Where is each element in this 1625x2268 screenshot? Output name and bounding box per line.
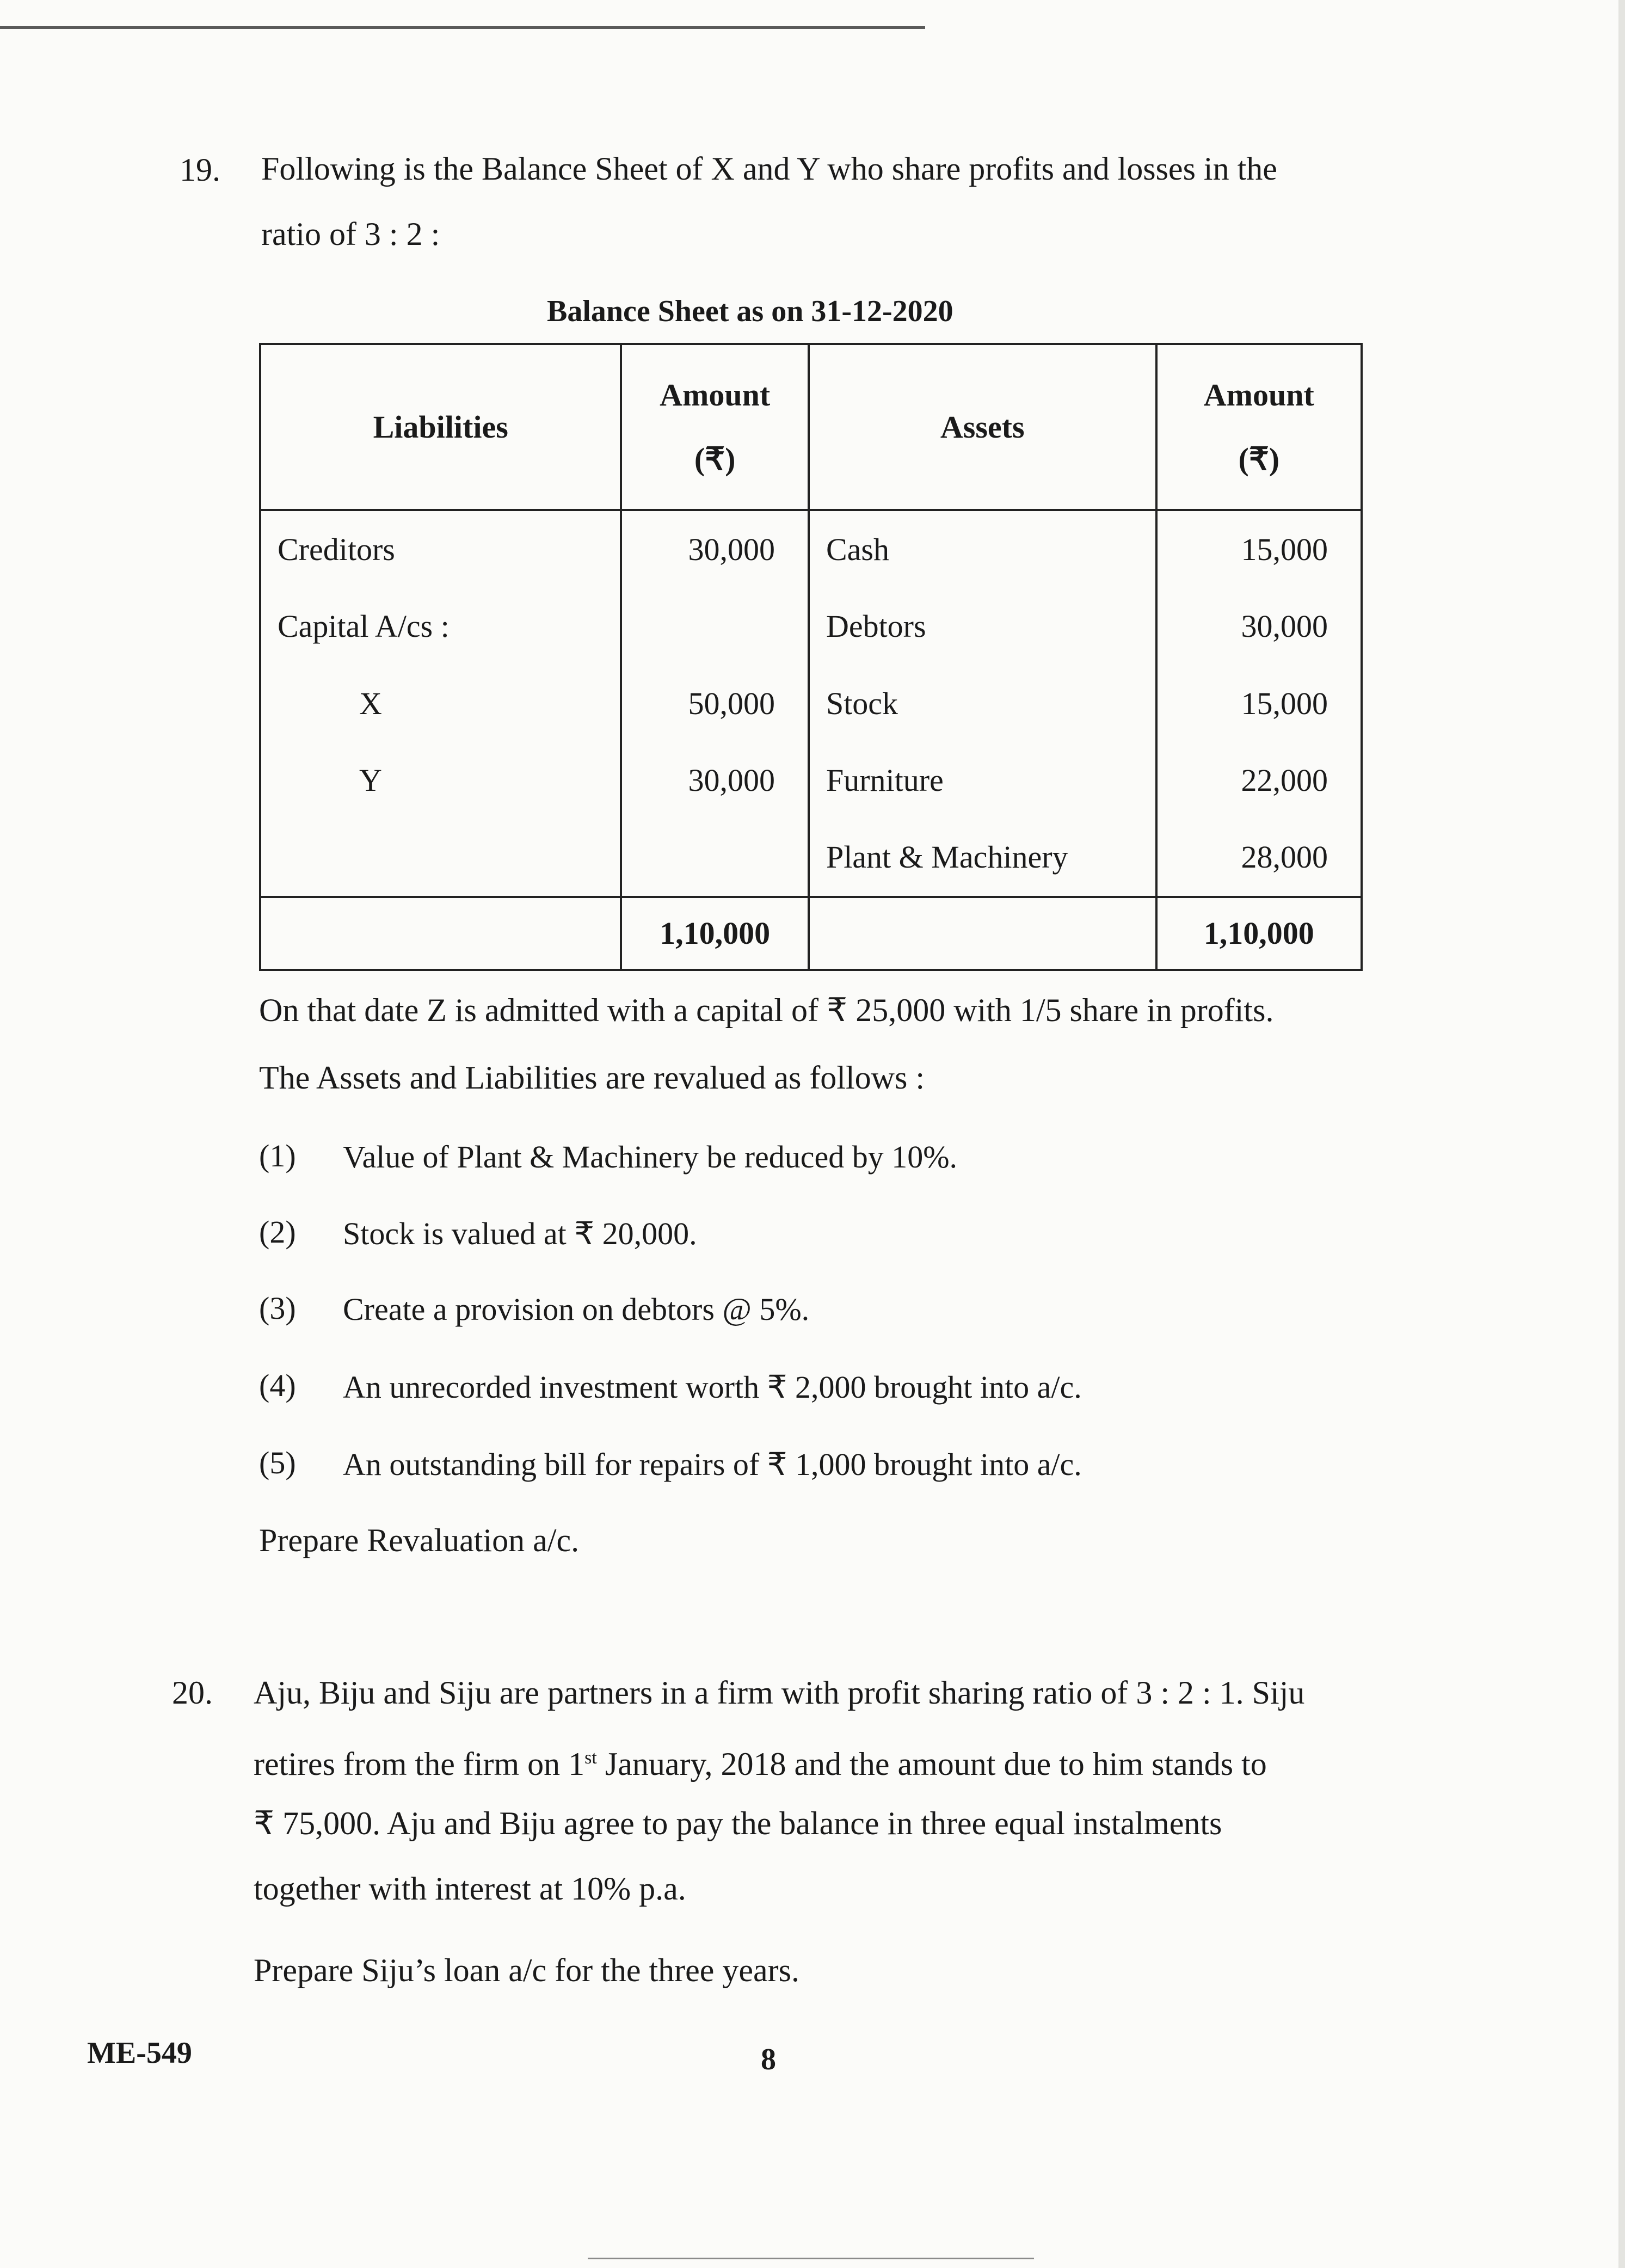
list-item-text: Value of Plant & Machinery be reduced by 10%. [343,1139,958,1175]
asset-amount: 22,000 [1156,742,1362,819]
header-rupee-symbol: (₹) [1238,441,1280,477]
table-row [260,819,1362,896]
liability-label: Y [260,742,621,819]
liability-amount [621,819,809,896]
balance-sheet-title: Balance Sheet as on 31-12-2020 [547,294,953,328]
list-item-text: An unrecorded investment worth ₹ 2,000 brought into a/c. [343,1369,1082,1405]
balance-sheet-table [259,343,1363,971]
list-item-number: (5) [259,1445,296,1480]
header-liabilities-amount [621,344,809,510]
header-assets-amount [1156,344,1362,510]
liability-amount: 50,000 [621,665,809,742]
list-item-text: Create a provision on debtors @ 5%. [343,1292,810,1327]
q20-text-line-4: together with interest at 10% p.a. [254,1871,686,1907]
q19-after-text-1: On that date Z is admitted with a capital of ₹ 25,000 with 1/5 share in profits. [259,992,1274,1028]
liability-amount [621,588,809,665]
table-row [260,665,1362,742]
ordinal-suffix: st [584,1748,597,1768]
total-asset-label-empty [809,897,1156,970]
q19-text-line-1: Following is the Balance Sheet of X and Y who share profits and losses in the [261,151,1277,187]
liability-amount: 30,000 [621,742,809,819]
list-item-number: (4) [259,1368,296,1403]
asset-label: Stock [809,665,1156,742]
table-total-row [260,897,1362,970]
table-row [260,510,1362,588]
liability-label: X [260,665,621,742]
q20-text-line-1: Aju, Biju and Siju are partners in a firm with profit sharing ratio of 3 : 2 : 1. Siju [254,1675,1305,1711]
top-rule [0,26,925,29]
q20-line-2-end: January, 2018 and the amount due to him stands to [596,1746,1267,1782]
paper-code: ME-549 [87,2036,192,2070]
q19-after-text-2: The Assets and Liabilities are revalued as follows : [259,1060,925,1096]
asset-label: Cash [809,510,1156,588]
q19-instruction: Prepare Revaluation a/c. [259,1522,580,1558]
asset-label: Furniture [809,742,1156,819]
header-rupee-symbol: (₹) [694,441,736,477]
table-header-row [260,344,1362,510]
header-amount-label: Amount [660,377,771,413]
page-edge [1618,0,1625,2268]
liability-label: Creditors [260,510,621,588]
table-row [260,588,1362,665]
total-liabilities: 1,10,000 [621,897,809,970]
asset-amount: 30,000 [1156,588,1362,665]
list-item-text: Stock is valued at ₹ 20,000. [343,1216,697,1251]
q20-instruction: Prepare Siju’s loan a/c for the three years. [254,1952,799,1988]
q20-line-2-start: retires from the firm on 1 [254,1746,585,1782]
question-19-number: 19. [180,152,220,188]
asset-label: Plant & Machinery [809,819,1156,896]
liability-label: Capital A/cs : [260,588,621,665]
question-20-number: 20. [172,1675,213,1711]
asset-amount: 28,000 [1156,819,1362,896]
asset-label: Debtors [809,588,1156,665]
table-row [260,742,1362,819]
liability-amount: 30,000 [621,510,809,588]
page-number: 8 [761,2043,776,2076]
list-item-number: (1) [259,1138,296,1173]
list-item-number: (3) [259,1290,296,1326]
list-item-number: (2) [259,1214,296,1250]
total-assets: 1,10,000 [1156,897,1362,970]
list-item-text: An outstanding bill for repairs of ₹ 1,000 brought into a/c. [343,1447,1082,1482]
q19-text-line-2: ratio of 3 : 2 : [261,216,440,252]
asset-amount: 15,000 [1156,665,1362,742]
q20-text-line-3: ₹ 75,000. Aju and Biju agree to pay the balance in three equal instalments [254,1805,1222,1841]
header-assets: Assets [809,344,1156,510]
total-liability-label-empty [260,897,621,970]
header-liabilities: Liabilities [260,344,621,510]
bottom-rule [588,2258,1034,2259]
asset-amount: 15,000 [1156,510,1362,588]
q20-text-line-2 [254,1742,1267,1780]
header-amount-label: Amount [1203,377,1314,413]
liability-label [260,819,621,896]
